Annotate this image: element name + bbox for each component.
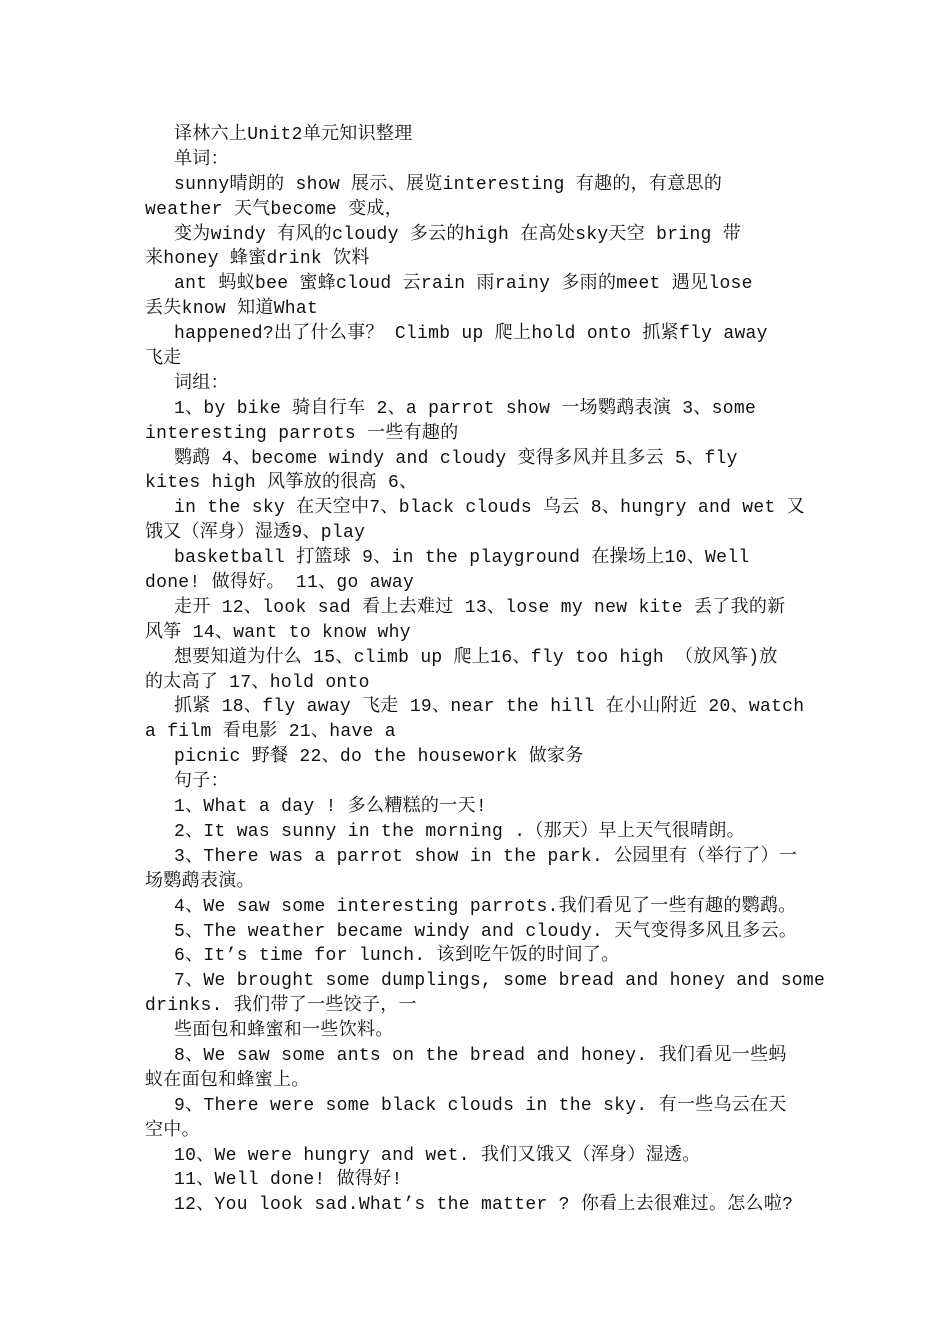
- text-line: done! 做得好。 11、go away: [145, 573, 415, 594]
- text-line: 译林六上Unit2单元知识整理: [174, 125, 413, 145]
- text-line: 1、What a day ! 多么糟糕的一天!: [174, 797, 487, 818]
- text-line: drinks. 我们带了一些饺子，一: [145, 996, 417, 1017]
- text-line: 走开 12、look sad 看上去难过 13、lose my new kite 丢了我的新: [174, 597, 786, 618]
- text-line: 丢失know 知道What: [145, 299, 319, 320]
- text-line: picnic 野餐 22、do the housework 做家务: [174, 747, 584, 768]
- text-line: 8、We saw some ants on the bread and honey. 我们看见一些蚂: [174, 1045, 787, 1066]
- text-line: kites high 风筝放的很高 6、: [145, 473, 418, 494]
- text-line: 想要知道为什么 15、climb up 爬上16、fly too high （放风筝)放: [174, 647, 778, 668]
- text-line: 鹦鹉 4、become windy and cloudy 变得多风并且多云 5、fly: [174, 448, 738, 469]
- text-line: 9、There were some black clouds in the sky. 有一些乌云在天: [174, 1095, 787, 1116]
- text-line: 6、It’s time for lunch. 该到吃午饭的时间了。: [174, 946, 620, 967]
- text-line: happened?出了什么事？ Climb up 爬上hold onto 抓紧fly away: [174, 324, 768, 345]
- text-line: 10、We were hungry and wet. 我们又饿又（浑身）湿透。: [174, 1145, 701, 1166]
- text-line: 场鹦鹉表演。: [145, 871, 255, 892]
- text-line: 12、You look sad.What’s the matter ? 你看上去很难过。怎么啦?: [174, 1195, 794, 1216]
- text-line: sunny晴朗的 show 展示、展览interesting 有趣的，有意思的: [174, 174, 723, 195]
- text-line: 些面包和蜂蜜和一些饮料。: [174, 1021, 394, 1042]
- text-line: 词组：: [174, 373, 229, 394]
- text-line: basketball 打篮球 9、in the playground 在操场上10、Well: [174, 548, 750, 569]
- text-line: 空中。: [145, 1120, 200, 1141]
- text-line: in the sky 在天空中7、black clouds 乌云 8、hungry and wet 又: [174, 498, 805, 519]
- text-line: 单词：: [174, 149, 229, 170]
- text-line: 飞走: [145, 349, 182, 370]
- document-body: [145, 123, 825, 1218]
- text-line: 3、There was a parrot show in the park. 公园里有（举行了）一: [174, 846, 798, 867]
- text-line: 抓紧 18、fly away 飞走 19、near the hill 在小山附近 20、watch: [174, 697, 805, 718]
- text-line: 饿又（浑身）湿透9、play: [145, 523, 366, 544]
- text-line: 1、by bike 骑自行车 2、a parrot show 一场鹦鹉表演 3、some: [174, 398, 757, 419]
- text-line: 4、We saw some interesting parrots.我们看见了一些有趣的鹦鹉。: [174, 896, 797, 917]
- text-line: a film 看电影 21、have a: [145, 722, 396, 743]
- text-line: 2、It was sunny in the morning .（那天）早上天气很晴朗。: [174, 821, 745, 842]
- text-line: interesting parrots 一些有趣的: [145, 423, 459, 444]
- text-line: 来honey 蜂蜜drink 饮料: [145, 249, 370, 270]
- text-line: 蚁在面包和蜂蜜上。: [145, 1070, 310, 1091]
- text-line: weather 天气become 变成，: [145, 199, 404, 220]
- text-line: 11、Well done! 做得好!: [174, 1170, 403, 1191]
- text-line: 5、The weather became windy and cloudy. 天气变得多风且多云。: [174, 921, 798, 942]
- text-line: 的太高了 17、hold onto: [145, 672, 370, 693]
- text-line: 风筝 14、want to know why: [145, 622, 411, 643]
- text-line: 7、We brought some dumplings, some bread and honey and some: [174, 971, 826, 992]
- text-line: ant 蚂蚁bee 蜜蜂cloud 云rain 雨rainy 多雨的meet 遇见lose: [174, 274, 753, 295]
- text-line: 变为windy 有风的cloudy 多云的high 在高处sky天空 bring 带: [174, 224, 742, 245]
- text-line: 句子：: [174, 772, 229, 793]
